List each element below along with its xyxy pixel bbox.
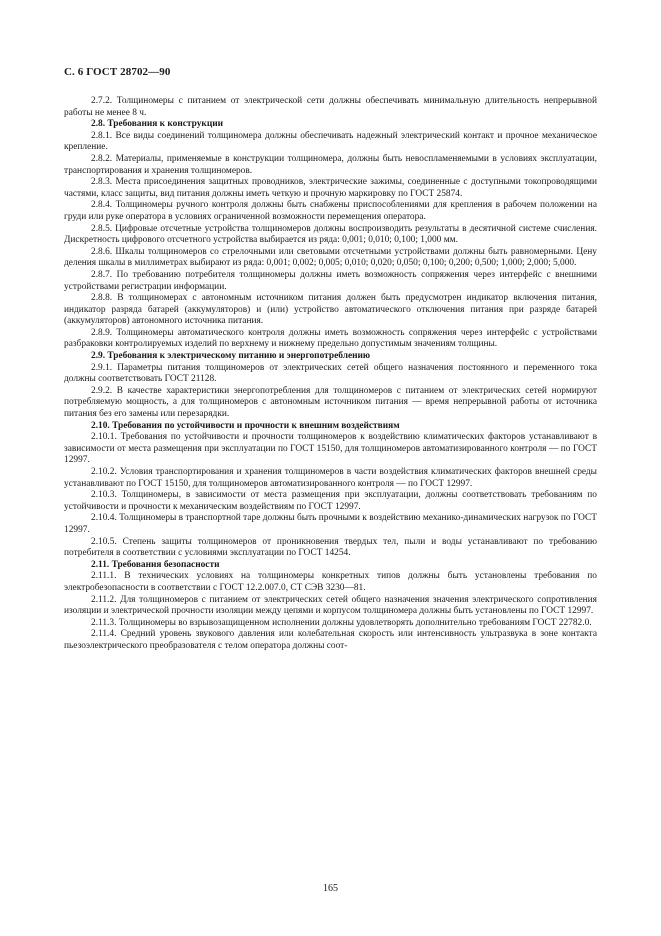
paragraph: 2.8.5. Цифровые отсчетные устройства толщиномеров должны воспроизводить результаты в десятичной системе счисления. Дискретность цифрового отсчетного устройства выбирается из ряда: 0,001; 0,010; 0,100; 1,000 мм. <box>64 223 597 246</box>
paragraph: 2.11.1. В технических условиях на толщиномеры конкретных типов должны быть установлены требования по электробезопасности в соответствии с ГОСТ 12.2.007.0, СТ СЭВ 3230—81. <box>64 571 597 593</box>
section-heading: 2.9. Требования к электрическому питанию и энергопотреблению <box>91 351 371 362</box>
paragraph: 2.8.1. Все виды соединений толщиномера должны обеспечивать надежный электрический контакт и прочное механическое крепление. <box>64 130 597 153</box>
paragraph: 2.8.6. Шкалы толщиномеров со стрелочными или световыми отсчетными устройствами должны быть равномерными. Цену деления шкалы в миллиметрах выбирают из ряда: 0,001; 0,002; 0,005; 0,010; 0,020; 0,050; 0,100; 0,200; 0,500; 1,000; 2,000; 5,000. <box>64 246 597 269</box>
paragraph: 2.8.3. Места присоединения защитных проводников, электрические зажимы, соединенные с доступными токопроводящими частями, класс защиты, вид питания должны иметь четкую и прочную маркировку по ГОСТ 25874. <box>64 177 597 199</box>
paragraph: 2.11.4. Средний уровень звукового давления или колебательная скорость или интенсивность ультразвука в зоне контакта пьезоэлектрического преобразователя с телом оператора должны соот- <box>64 629 597 651</box>
paragraph: 2.10.5. Степень защиты толщиномеров от проникновения твердых тел, пыли и воды устанавливают по требованию потребителя в соответствии с условиями эксплуатации по ГОСТ 14254. <box>64 536 597 559</box>
section-heading: 2.8. Требования к конструкции <box>91 119 224 130</box>
paragraph: 2.8.9. Толщиномеры автоматического контроля должны иметь возможность сопряжения через интерфейс с устройствами разбраковки контролируемых изделий по верхнему и нижнему предельно допустимым значениям толщины. <box>64 327 597 350</box>
paragraph: 2.10.1. Требования по устойчивости и прочности толщиномеров к воздействию климатических факторов устанавливают в зависимости от места размещения при эксплуатации по ГОСТ 15150, для толщиномеров автоматизированного контроля — по ГОСТ 12997. <box>64 432 597 466</box>
page-number: 165 <box>323 883 338 894</box>
document-body <box>64 96 597 653</box>
paragraph: 2.9.1. Параметры питания толщиномеров от электрических сетей общего назначения постоянного и переменного тока должны соответствовать ГОСТ 21128. <box>64 362 597 385</box>
paragraph: 2.8.4. Толщиномеры ручного контроля должны быть снабжены приспособлениями для крепления в рабочем положении на груди или руке оператора в условиях ограниченной возможности перемещения оператора. <box>64 200 597 222</box>
section-heading: 2.11. Требования безопасности <box>91 559 220 570</box>
paragraph: 2.8.7. По требованию потребителя толщиномеры должны иметь возможность сопряжения через интерфейс с внешними устройствами регистрации информации. <box>64 269 597 292</box>
paragraph: 2.9.2. В качестве характеристики энергопотребления для толщиномеров с питанием от электрических сетей нормируют потребляемую мощность, а для толщиномеров с автономным источником питания — время непрерывной работы от источника питания без его замены или перезарядки. <box>64 385 597 420</box>
paragraph: 2.11.2. Для толщиномеров с питанием от электрических сетей общего назначения значения электрического сопротивления изоляции и электрической прочности изоляции между цепями и корпусом толщиномера должны быть установлены по ГОСТ 12997. <box>64 594 597 617</box>
paragraph: 2.10.2. Условия транспортирования и хранения толщиномеров в части воздействия климатических факторов внешней среды устанавливают по ГОСТ 15150, для толщиномеров автоматизированного контроля — по ГОСТ 12997. <box>64 467 597 489</box>
paragraph: 2.8.2. Материалы, применяемые в конструкции толщиномера, должны быть невоспламеняемыми в условиях эксплуатации, транспортирования и хранения толщиномеров. <box>64 153 597 176</box>
paragraph: 2.10.4. Толщиномеры в транспортной таре должны быть прочными к воздействию механико-динамических нагрузок по ГОСТ 12997. <box>64 513 597 535</box>
paragraph: 2.8.8. В толщиномерах с автономным источником питания должен быть предусмотрен индикатор включения питания, индикатор разряда батарей (аккумуляторов) и (или) устройство автоматического отключения питания при разряде батарей (аккумуляторов) автономного источника питания. <box>64 293 597 327</box>
paragraph: 2.10.3. Толщиномеры, в зависимости от места размещения при эксплуатации, должны соответствовать требованиям по устойчивости и прочности к механическим воздействиям по ГОСТ 12997. <box>64 490 597 512</box>
page-header: С. 6 ГОСТ 28702—90 <box>64 66 171 78</box>
paragraph: 2.11.3. Толщиномеры во взрывозащищенном исполнении должны удовлетворять дополнительно требованиям ГОСТ 22782.0. <box>91 617 592 628</box>
paragraph: 2.7.2. Толщиномеры с питанием от электрической сети должны обеспечивать минимальную длительность непрерывной работы не менее 8 ч. <box>64 96 597 118</box>
section-heading: 2.10. Требования по устойчивости и прочности к внешним воздействиям <box>91 420 400 431</box>
